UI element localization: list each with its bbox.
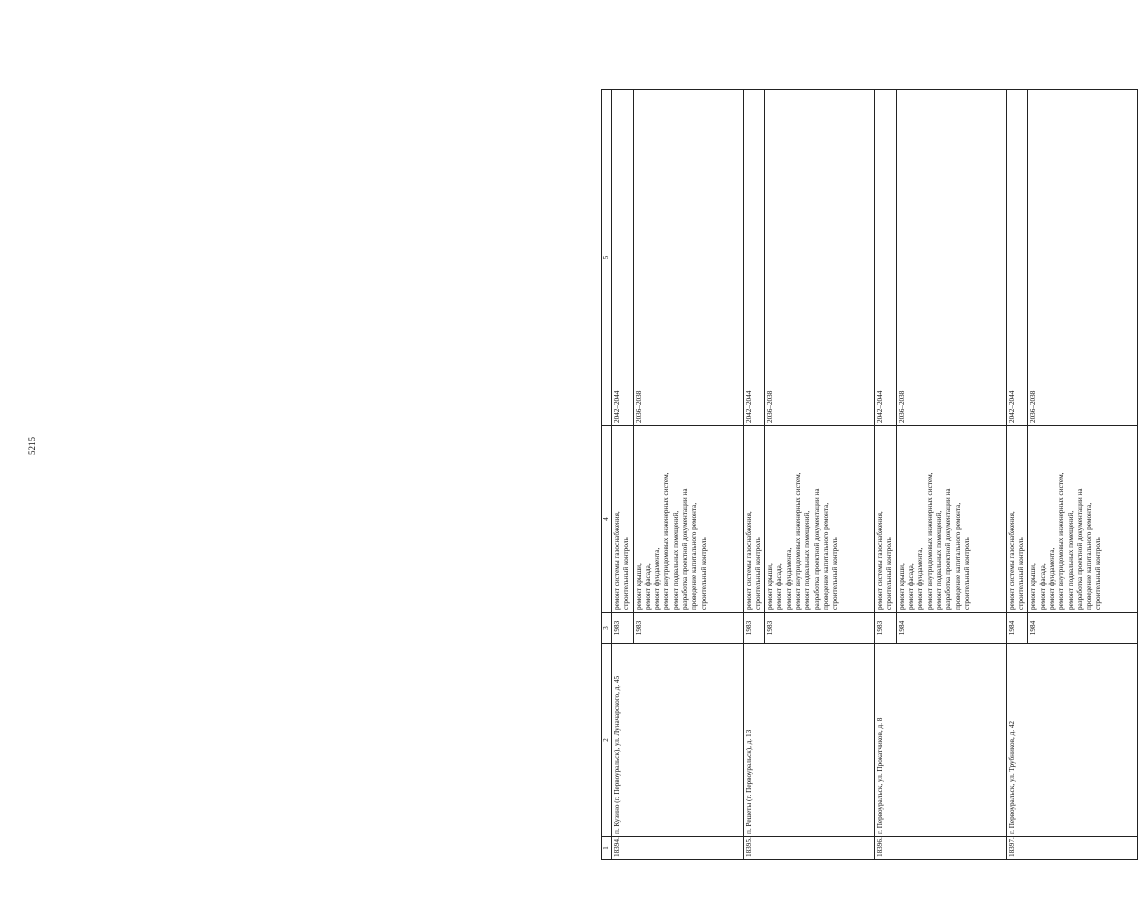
work-item: строительный контроль — [753, 537, 762, 610]
table-row — [743, 90, 765, 860]
work-item: ремонт подвальных помещений, — [934, 510, 943, 610]
works-list — [612, 426, 634, 613]
repair-period: 2036–2038 — [765, 90, 875, 426]
column-header: 2 — [602, 644, 612, 837]
work-item: ремонт фундамента, — [1047, 547, 1056, 610]
work-item: разработка проектной документации на — [812, 488, 821, 610]
repair-period: 2042–2044 — [1006, 90, 1028, 426]
address-cell: п. Кузино (г. Первоуральск), ул. Луначарского, д. 45 — [612, 644, 744, 837]
work-item: ремонт внутридомовых инженерных систем, — [1057, 472, 1066, 610]
work-item: ремонт подвальных помещений, — [1066, 510, 1075, 610]
work-item: строительный контроль — [885, 537, 894, 610]
construction-year: 1983 — [743, 613, 765, 644]
work-item: проведение капитального ремонта, — [953, 502, 962, 610]
construction-year: 1984 — [1028, 613, 1138, 644]
work-item: ремонт подвальных помещений, — [671, 510, 680, 610]
construction-year: 1983 — [765, 613, 875, 644]
row-number: 18396. — [875, 837, 1007, 860]
repair-period: 2036–2038 — [896, 90, 1006, 426]
header-row — [602, 90, 612, 860]
works-list — [633, 426, 743, 613]
table-row — [612, 90, 634, 860]
capital-repair-table — [601, 89, 1138, 860]
works-list — [765, 426, 875, 613]
work-item: строительный контроль — [699, 537, 708, 610]
work-item: ремонт фундамента, — [784, 547, 793, 610]
construction-year: 1983 — [633, 613, 743, 644]
work-item: строительный контроль — [1094, 537, 1103, 610]
repair-period: 2042–2044 — [612, 90, 634, 426]
row-number: 18394. — [612, 837, 744, 860]
work-item: ремонт крыши, — [634, 563, 643, 610]
work-item: разработка проектной документации на — [944, 488, 953, 610]
address-cell: г. Первоуральск, ул. Трубников, д. 42 — [1006, 644, 1138, 837]
column-header: 1 — [602, 837, 612, 860]
construction-year: 1983 — [612, 613, 634, 644]
construction-year: 1983 — [875, 613, 897, 644]
address-cell: г. Первоуральск, ул. Прокатчиков, д. 8 — [875, 644, 1007, 837]
repair-period: 2036–2038 — [1028, 90, 1138, 426]
work-item: проведение капитального ремонта, — [1085, 502, 1094, 610]
work-item: проведение капитального ремонта, — [821, 502, 830, 610]
construction-year: 1984 — [896, 613, 1006, 644]
work-item: ремонт фундамента, — [653, 547, 662, 610]
column-header: 3 — [602, 613, 612, 644]
works-list — [1028, 426, 1138, 613]
work-item: ремонт крыши, — [897, 563, 906, 610]
work-item: ремонт фундамента, — [916, 547, 925, 610]
construction-year: 1984 — [1006, 613, 1028, 644]
works-list — [1006, 426, 1028, 613]
repair-period: 2036–2038 — [633, 90, 743, 426]
work-item: ремонт системы газоснабжения, — [613, 511, 621, 610]
work-item: ремонт фасада, — [1038, 563, 1047, 610]
work-item: строительный контроль — [622, 537, 631, 610]
work-item: ремонт подвальных помещений, — [803, 510, 812, 610]
work-item: ремонт системы газоснабжения, — [1007, 511, 1016, 610]
works-list — [875, 426, 897, 613]
work-item: проведение капитального ремонта, — [690, 502, 699, 610]
row-number: 18395. — [743, 837, 875, 860]
column-header: 4 — [602, 426, 612, 613]
work-item: строительный контроль — [831, 537, 840, 610]
page-number: 5215 — [27, 437, 37, 455]
work-item: ремонт системы газоснабжения, — [744, 511, 753, 610]
work-item: строительный контроль — [1017, 537, 1026, 610]
rotated-table-container — [66, 0, 1103, 905]
repair-period: 2042–2044 — [875, 90, 897, 426]
repair-period: 2042–2044 — [743, 90, 765, 426]
work-item: разработка проектной документации на — [681, 488, 690, 610]
work-item: ремонт внутридомовых инженерных систем, — [925, 472, 934, 610]
work-item: ремонт крыши, — [1029, 563, 1038, 610]
works-list — [743, 426, 765, 613]
work-item: ремонт фасада, — [907, 563, 916, 610]
work-item: ремонт системы газоснабжения, — [876, 511, 885, 610]
table-row — [1006, 90, 1028, 860]
row-number: 18397. — [1006, 837, 1138, 860]
work-item: строительный контроль — [962, 537, 971, 610]
work-item: ремонт внутридомовых инженерных систем, — [662, 472, 671, 610]
work-item: ремонт фасада, — [775, 563, 784, 610]
works-list — [896, 426, 1006, 613]
work-item: ремонт крыши, — [766, 563, 775, 610]
table-row — [875, 90, 897, 860]
work-item: ремонт фасада, — [643, 563, 652, 610]
work-item: разработка проектной документации на — [1075, 488, 1084, 610]
address-cell: п. Решеты (г. Первоуральск), д. 13 — [743, 644, 875, 837]
work-item: ремонт внутридомовых инженерных систем, — [794, 472, 803, 610]
column-header: 5 — [602, 90, 612, 426]
